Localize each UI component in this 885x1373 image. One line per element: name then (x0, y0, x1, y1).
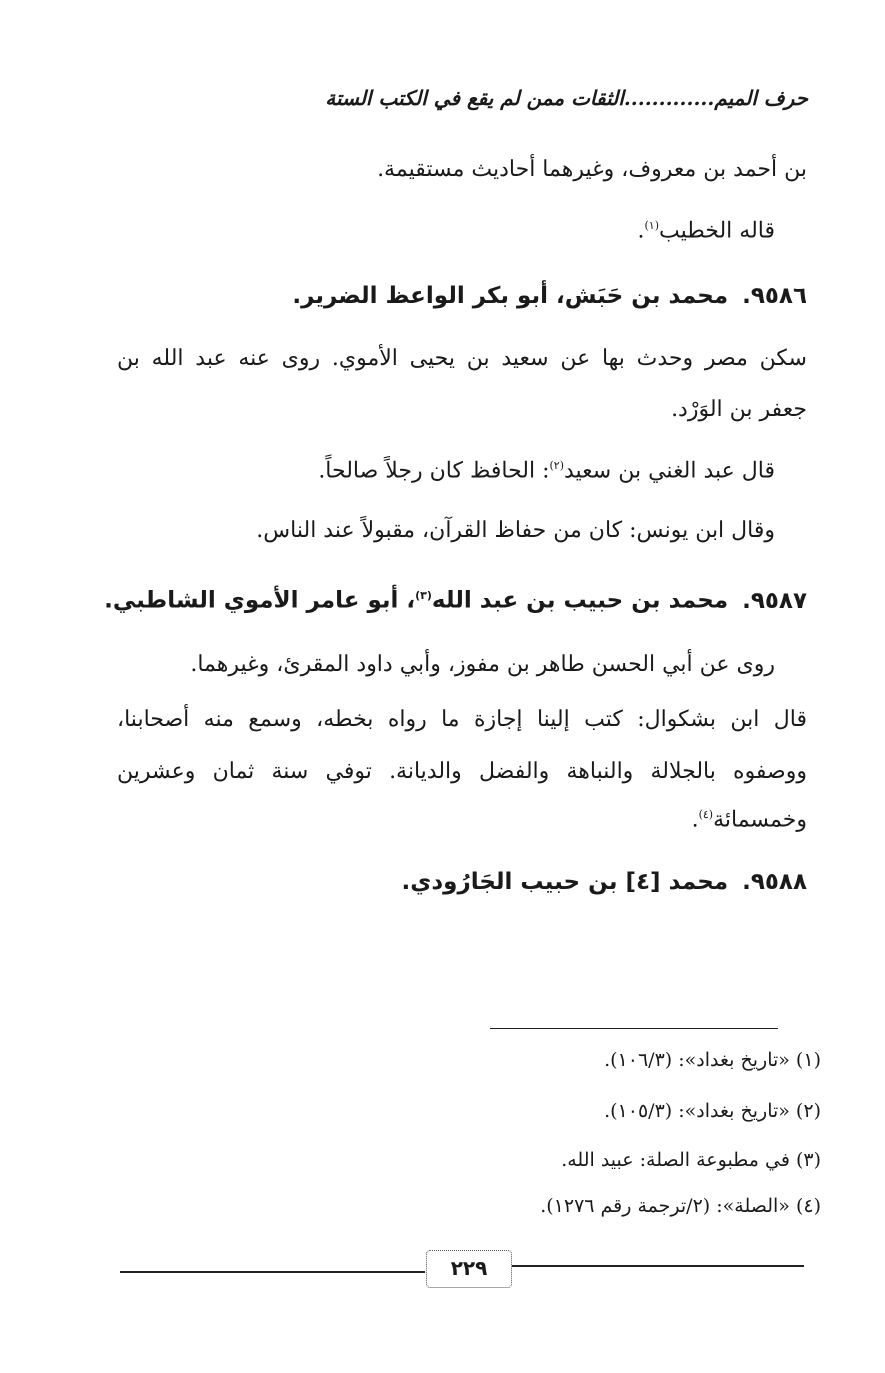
entry-heading (104, 580, 807, 617)
line-text: قال عبد الغني بن سعيد (564, 458, 775, 484)
entry-title: محمد [٤] بن حبيب الجَارُودي. (401, 869, 729, 895)
footnote: (٤) «الصلة»: (٢/ترجمة رقم ١٢٧٦). (540, 1195, 821, 1217)
footnote: (٣) في مطبوعة الصلة: عبيد الله. (561, 1149, 821, 1171)
entry-heading (402, 866, 807, 898)
paragraph-line: روى عن أبي الحسن طاهر بن مفوز، وأبي داود المقرئ، وغيرهما. (190, 652, 775, 677)
page-number: ٢٢٩ (426, 1250, 512, 1288)
footnote: (٢) «تاريخ بغداد»: (١٠٥/٣). (604, 1100, 821, 1122)
footnote-ref: (١) (644, 219, 659, 232)
entry-number: ٩٥٨٨. (742, 869, 807, 895)
paragraph-line: وقال ابن يونس: كان من حفاظ القرآن، مقبولاً عند الناس. (256, 518, 775, 543)
paragraph-line (637, 211, 775, 246)
running-header: حرف الميم.............الثقات ممن لم يقع في الكتب الستة (325, 86, 808, 110)
paragraph-line: قال ابن بشكوال: كتب إلينا إجازة ما رواه بخطه، وسمع منه أصحابنا، (117, 707, 807, 732)
line-text: وخمسمائة (713, 807, 807, 833)
paragraph-line: جعفر بن الوَرْد. (671, 397, 807, 422)
entry-title: محمد بن حَبَش، أبو بكر الواعظ الضرير. (292, 283, 729, 309)
entry-title: ، أبو عامر الأموي الشاطبي. (104, 587, 416, 614)
line-text: قاله الخطيب (658, 218, 775, 244)
bottom-rule (512, 1265, 804, 1267)
entry-number: ٩٥٨٦. (742, 283, 807, 309)
paragraph-line: بن أحمد بن معروف، وغيرهما أحاديث مستقيمة. (377, 157, 807, 182)
entry-number: ٩٥٨٧. (742, 587, 807, 614)
line-text: : الحافظ كان رجلاً صالحاً. (318, 458, 550, 484)
paragraph-line: ووصفوه بالجلالة والنباهة والفضل والديانة. توفي سنة ثمان وعشرين (117, 759, 807, 784)
footnote-ref: (٣) (415, 589, 432, 602)
footnote-ref: (٢) (549, 459, 564, 472)
entry-title: محمد بن حبيب بن عبد الله (431, 587, 729, 614)
paragraph-line (692, 800, 807, 835)
footnote-divider (490, 1028, 778, 1029)
line-text: . (637, 218, 645, 244)
paragraph-line: سكن مصر وحدث بها عن سعيد بن يحيى الأموي. روى عنه عبد الله بن (117, 346, 807, 371)
entry-heading (292, 280, 807, 312)
footnote: (١) «تاريخ بغداد»: (١٠٦/٣). (604, 1049, 821, 1071)
line-text: . (691, 807, 699, 833)
bottom-rule (120, 1271, 425, 1273)
footnote-ref: (٤) (698, 808, 714, 821)
paragraph-line (318, 451, 775, 486)
